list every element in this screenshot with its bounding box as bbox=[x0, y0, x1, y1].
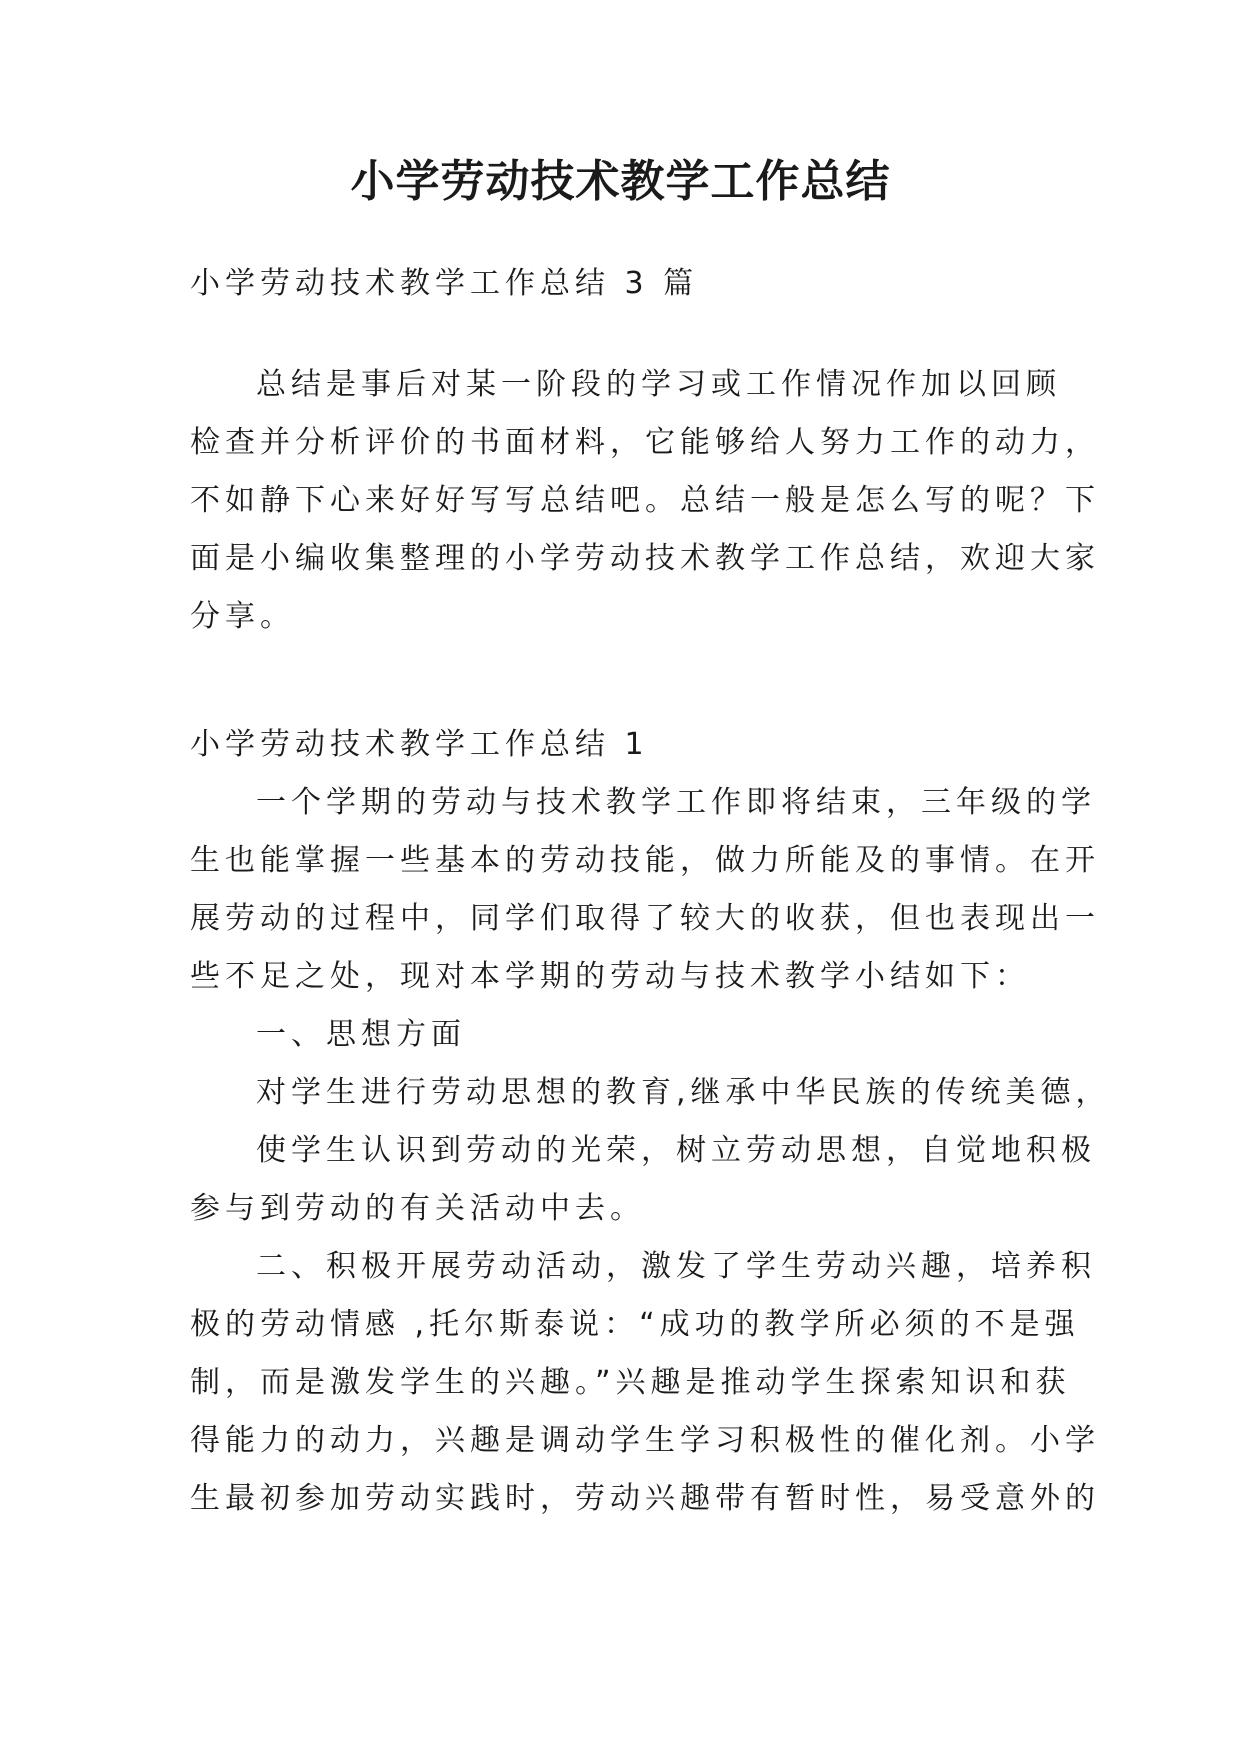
body-line: 使学生认识到劳动的光荣，树立劳动思想，自觉地积极 bbox=[256, 1133, 1096, 1168]
body-line: 生也能掌握一些基本的劳动技能，做力所能及的事情。在开 bbox=[190, 843, 1100, 878]
section-body bbox=[190, 774, 1111, 1528]
body-line: 一个学期的劳动与技术教学工作即将结束，三年级的学 bbox=[256, 785, 1096, 820]
body-line: 极的劳动情感 ,托尔斯泰说：“成功的教学所必须的不是强 bbox=[190, 1307, 1080, 1342]
intro-line: 不如静下心来好好写写总结吧。总结一般是怎么写的呢？下 bbox=[190, 483, 1100, 518]
body-line: 二、积极开展劳动活动，激发了学生劳动兴趣，培养积 bbox=[256, 1249, 1096, 1284]
body-line: 展劳动的过程中，同学们取得了较大的收获，但也表现出一 bbox=[190, 901, 1100, 936]
body-line: 参与到劳动的有关活动中去。 bbox=[190, 1191, 645, 1226]
document-title: 小学劳动技术教学工作总结 bbox=[350, 156, 891, 207]
intro-paragraph bbox=[190, 356, 1100, 646]
body-line: 些不足之处，现对本学期的劳动与技术教学小结如下： bbox=[190, 959, 1030, 994]
intro-line: 检查并分析评价的书面材料，它能够给人努力工作的动力， bbox=[190, 425, 1100, 460]
body-line: 对学生进行劳动思想的教育,继承中华民族的传统美德， bbox=[256, 1075, 1111, 1110]
body-line: 制，而是激发学生的兴趣。”兴趣是推动学生探索知识和获 bbox=[190, 1365, 1071, 1400]
intro-line: 分享。 bbox=[190, 599, 295, 634]
intro-line: 面是小编收集整理的小学劳动技术教学工作总结，欢迎大家 bbox=[190, 541, 1100, 576]
intro-line: 总结是事后对某一阶段的学习或工作情况作加以回顾 bbox=[256, 367, 1061, 402]
body-line: 一、思想方面 bbox=[256, 1017, 466, 1052]
body-line: 得能力的动力，兴趣是调动学生学习积极性的催化剂。小学 bbox=[190, 1423, 1100, 1458]
section-heading: 小学劳动技术教学工作总结 1 bbox=[190, 727, 649, 762]
body-line: 生最初参加劳动实践时，劳动兴趣带有暂时性，易受意外的 bbox=[190, 1481, 1100, 1516]
document-subtitle: 小学劳动技术教学工作总结 3 篇 bbox=[190, 266, 699, 301]
